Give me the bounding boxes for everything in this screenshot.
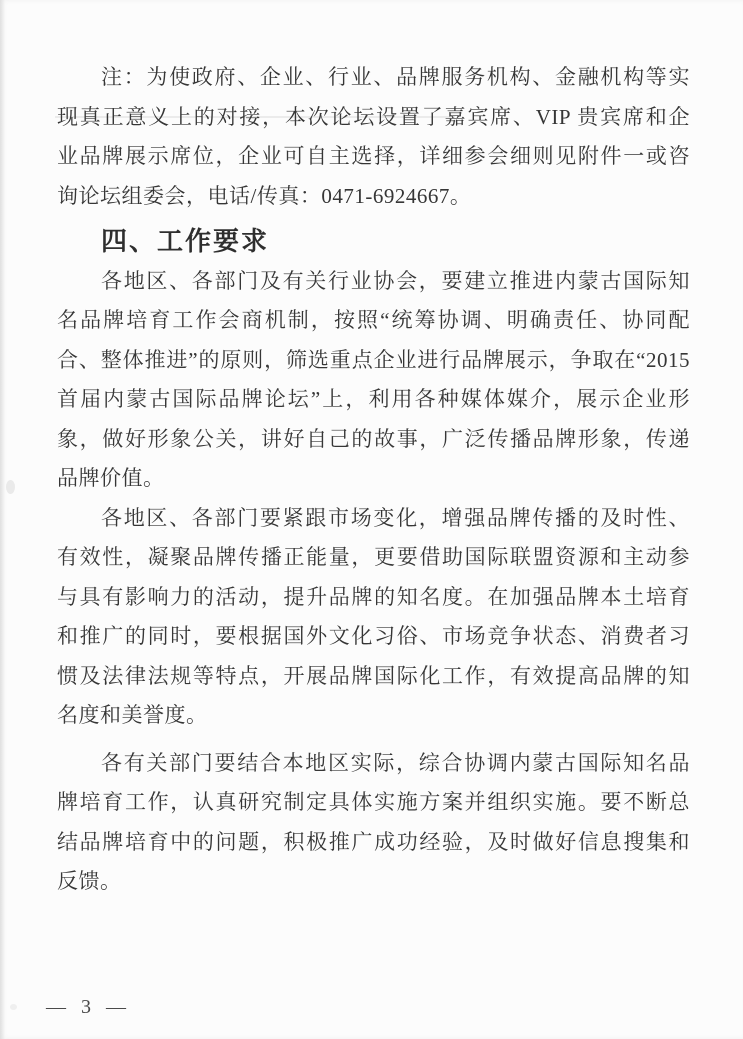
text-line: 惯及法律法规等特点，开展品牌国际化工作，有效提高品牌的知 bbox=[57, 663, 690, 688]
text-line: 结品牌培育中的问题，积极推广成功经验，及时做好信息搜集和 bbox=[57, 829, 690, 854]
text-line: 牌培育工作，认真研究制定具体实施方案并组织实施。要不断总 bbox=[57, 790, 690, 814]
text-line: 有效性，凝聚品牌传播正能量，更要借助国际联盟资源和主动参 bbox=[57, 545, 690, 569]
work-requirements-paragraph-1 bbox=[57, 262, 690, 499]
text-line: 合、整体推进”的原则，筛选重点企业进行品牌展示，争取在“2015 bbox=[57, 347, 690, 372]
text-line: 首届内蒙古国际品牌论坛”上，利用各种媒体媒介，展示企业形 bbox=[57, 387, 690, 411]
page-number: — 3 — bbox=[46, 996, 131, 1018]
text-line: 反馈。 bbox=[57, 869, 122, 893]
text-line: 名度和美誉度。 bbox=[57, 703, 208, 727]
text-line: 品牌价值。 bbox=[57, 466, 165, 490]
text-line: 各地区、各部门及有关行业协会，要建立推进内蒙古国际知 bbox=[101, 268, 690, 293]
document-body bbox=[57, 58, 690, 902]
text-line: 名品牌培育工作会商机制，按照“统筹协调、明确责任、协同配 bbox=[57, 308, 690, 332]
text-line: 各地区、各部门要紧跟市场变化，增强品牌传播的及时性、 bbox=[101, 505, 690, 530]
text-line: 各有关部门要结合本地区实际，综合协调内蒙古国际知名品 bbox=[101, 750, 690, 775]
work-requirements-paragraph-3 bbox=[57, 744, 690, 902]
scan-speck bbox=[10, 1004, 17, 1010]
text-line: 现真正意义上的对接，本次论坛设置了嘉宾席、VIP 贵宾席和企 bbox=[57, 104, 690, 129]
text-line: 象，做好形象公关，讲好自己的故事，广泛传播品牌形象，传递 bbox=[57, 426, 690, 451]
scan-speck bbox=[6, 480, 15, 494]
text-line: 业品牌展示席位，企业可自主选择，详细参会细则见附件一或咨 bbox=[57, 144, 690, 168]
text-line: 询论坛组委会，电话/传真：0471-6924667。 bbox=[57, 183, 472, 208]
note-paragraph bbox=[57, 58, 690, 216]
section-heading: 四、工作要求 bbox=[101, 226, 270, 256]
scan-edge-shadow bbox=[0, 0, 5, 1039]
text-line: 和推广的同时，要根据国外文化习俗、市场竞争状态、消费者习 bbox=[57, 624, 690, 648]
text-line: 与具有影响力的活动，提升品牌的知名度。在加强品牌本土培育 bbox=[57, 584, 690, 609]
work-requirements-paragraph-2 bbox=[57, 499, 690, 736]
text-line: 注：为使政府、企业、行业、品牌服务机构、金融机构等实 bbox=[101, 65, 690, 89]
